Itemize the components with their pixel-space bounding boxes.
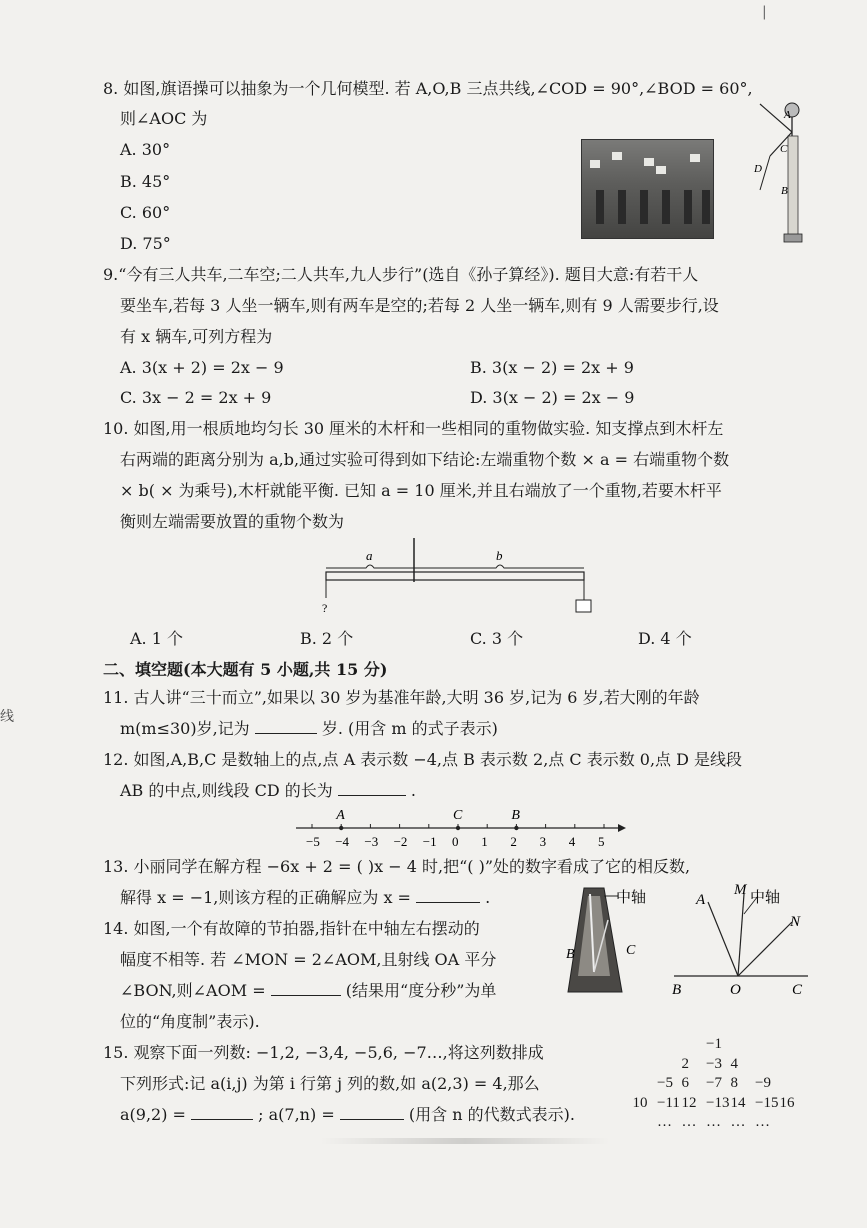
number-line-tick-label: −1 (422, 834, 437, 849)
q15-number-triangle (600, 1036, 810, 1136)
q10-label-unknown: ? (322, 601, 328, 615)
q13-stem-line1: 13. 小丽同学在解方程 −6x + 2 = ( )x − 4 时,把“( )”处的数字看成了它的相反数, (103, 857, 691, 876)
scan-bottom-shadow (320, 1138, 610, 1144)
q12-text-before-blank: AB 的中点,则线段 CD 的长为 (120, 781, 333, 800)
number-line-tick-label: −4 (335, 834, 350, 849)
number-line-tick-label: 2 (510, 834, 517, 849)
q10-stem-line3: × b( × 为乘号),木杆就能平衡. 已知 a = 10 厘米,并且右端放了一个重物,若要木杆平 (120, 481, 722, 500)
triangle-cell: … (706, 1114, 721, 1130)
q8-label-d: D (754, 163, 762, 175)
q8-option-a: A. 30° (120, 140, 171, 159)
q11-text-after-blank: 岁. (用含 m 的式子表示) (321, 719, 498, 738)
q12-answer-blank[interactable] (338, 777, 406, 796)
number-line-point-label: B (511, 808, 520, 823)
q10-option-d: D. 4 个 (638, 629, 692, 648)
triangle-cell: −9 (755, 1075, 771, 1091)
q15-answer-blank-1[interactable] (191, 1101, 253, 1120)
triangle-cell: 2 (681, 1055, 689, 1072)
q9-stem-line2: 要坐车,若每 3 人坐一辆车,则有两车是空的;若每 2 人坐一辆车,则有 9 人需要步行,设 (120, 296, 719, 315)
triangle-cell: 16 (779, 1094, 795, 1111)
triangle-cell: −15 (755, 1094, 779, 1111)
q11-text-before-blank: m(m≤30)岁,记为 (120, 719, 250, 738)
triangle-cell: … (730, 1114, 746, 1130)
q14-metronome-photo (560, 880, 660, 1000)
q15-a7n-label: ; a(7,n) = (258, 1105, 335, 1124)
q14-photo-label-b: B (566, 947, 575, 962)
margin-binding-char: 线 (0, 709, 14, 725)
q9-option-d: D. 3(x − 2) = 2x − 9 (470, 388, 635, 407)
q14-text-after-blank: (结果用“度分秒”为单 (345, 981, 497, 1000)
q14-label-c: C (792, 982, 803, 998)
section-2-heading: 二、填空题(本大题有 5 小题,共 15 分) (103, 660, 388, 679)
q12-number-line (292, 806, 628, 852)
q9-stem-line3: 有 x 辆车,可列方程为 (120, 327, 273, 346)
q9-option-b: B. 3(x − 2) = 2x + 9 (470, 358, 634, 377)
q14-angle-diagram (668, 880, 818, 998)
triangle-cell: 10 (632, 1094, 648, 1111)
q14-stem-line3 (120, 976, 496, 1006)
q11-answer-blank[interactable] (255, 715, 317, 734)
q14-stem-line4: 位的“角度制”表示). (120, 1012, 260, 1031)
triangle-cell: 14 (730, 1094, 746, 1111)
q13-stem-line2 (120, 883, 490, 913)
number-line-point (339, 826, 343, 830)
q9-option-c: C. 3x − 2 = 2x + 9 (120, 388, 272, 407)
q8-stem-line2: 则∠AOC 为 (120, 109, 208, 128)
q15-answer-blank-2[interactable] (340, 1101, 404, 1120)
number-line-tick-label: 0 (452, 834, 459, 849)
triangle-cell: 4 (730, 1055, 738, 1072)
q14-label-a: A (696, 892, 706, 908)
q10-lever-figure (316, 536, 596, 618)
q8-label-a: A (784, 109, 791, 121)
q11-stem-line1: 11. 古人讲“三十而立”,如果以 30 岁为基准年龄,大明 36 岁,记为 6 岁,若大刚的年龄 (103, 688, 700, 707)
q12-stem-line2 (120, 776, 416, 806)
triangle-cell: −11 (657, 1094, 680, 1111)
triangle-cell: … (755, 1114, 770, 1130)
q10-option-a: A. 1 个 (130, 629, 183, 648)
triangle-cell: 6 (681, 1075, 689, 1091)
number-line-tick-label: 3 (539, 834, 547, 849)
q10-option-c: C. 3 个 (470, 629, 524, 648)
q14-label-n: N (790, 914, 801, 930)
number-line-point-label: C (453, 808, 463, 823)
q14-label-b: B (672, 982, 682, 998)
number-line-tick-label: 1 (481, 834, 488, 849)
triangle-cell: −7 (706, 1075, 722, 1091)
q14-stem-line1: 14. 如图,一个有故障的节拍器,指针在中轴左右摆动的 (103, 919, 480, 938)
number-line-tick-label: −2 (393, 834, 408, 849)
q10-option-b: B. 2 个 (300, 629, 354, 648)
q14-stem-line2: 幅度不相等. 若 ∠MON = 2∠AOM,且射线 OA 平分 (120, 950, 497, 969)
q8-flag-drill-photo (581, 139, 714, 239)
number-line-tick-label: −5 (306, 834, 320, 849)
q14-photo-label-axis: 中轴 (616, 888, 647, 906)
q8-geometry-figure (740, 96, 810, 248)
q8-label-b: B (781, 185, 788, 197)
q10-stem-line2: 右两端的距离分别为 a,b,通过实验可得到如下结论:左端重物个数 × a = 右端重物个数 (120, 450, 730, 469)
triangle-cell: 8 (730, 1075, 738, 1091)
number-line-point-label: A (336, 808, 345, 823)
q10-stem-line1: 10. 如图,用一根质地均匀长 30 厘米的木杆和一些相同的重物做实验. 知支撑点到木杆左 (103, 419, 724, 438)
triangle-cell: 12 (681, 1094, 697, 1111)
q15-text-after-blank: (用含 n 的代数式表示). (408, 1105, 575, 1124)
q15-stem-line3 (120, 1100, 575, 1130)
q8-stem-line1: 8. 如图,旗语操可以抽象为一个几何模型. 若 A,O,B 三点共线,∠COD = 90°,∠BOD = 60°, (103, 79, 753, 98)
number-line-point (456, 826, 460, 830)
page-header-mark: | (762, 4, 767, 20)
q9-option-a: A. 3(x + 2) = 2x − 9 (120, 358, 284, 377)
q13-text-after-blank: . (485, 888, 491, 907)
q10-label-b: b (496, 548, 503, 563)
q8-label-c: C (780, 143, 788, 155)
triangle-cell: −13 (706, 1094, 730, 1111)
triangle-cell: … (657, 1114, 672, 1130)
q14-label-m: M (734, 882, 747, 898)
q15-a92-label: a(9,2) = (120, 1105, 186, 1124)
q14-text-before-blank: ∠BON,则∠AOM = (120, 981, 266, 1000)
q14-photo-label-c: C (626, 943, 636, 958)
q12-text-after-blank: . (410, 781, 417, 800)
q15-stem-line1: 15. 观察下面一列数: −1,2, −3,4, −5,6, −7…,将这列数排成 (103, 1043, 544, 1062)
q8-option-c: C. 60° (120, 203, 171, 222)
number-line-tick-label: −3 (364, 834, 379, 849)
triangle-cell: −5 (657, 1075, 673, 1091)
q14-answer-blank[interactable] (271, 977, 341, 996)
number-line-tick-label: 4 (568, 834, 576, 849)
number-line-tick-label: 5 (598, 834, 605, 849)
q8-option-d: D. 75° (120, 234, 171, 253)
q11-stem-line2 (120, 714, 498, 744)
q14-label-o: O (730, 982, 741, 998)
q13-answer-blank[interactable] (416, 884, 480, 903)
triangle-cell: −1 (706, 1036, 722, 1052)
q10-stem-line4: 衡则左端需要放置的重物个数为 (120, 512, 345, 531)
q14-label-axis: 中轴 (750, 888, 781, 906)
q8-option-b: B. 45° (120, 172, 171, 191)
q9-stem-line1: 9.“今有三人共车,二车空;二人共车,九人步行”(选自《孙子算经》). 题目大意:有若干人 (103, 265, 699, 284)
q13-text-before-blank: 解得 x = −1,则该方程的正确解应为 x = (120, 888, 411, 907)
q15-stem-line2: 下列形式:记 a(i,j) 为第 i 行第 j 列的数,如 a(2,3) = 4,那么 (120, 1074, 540, 1093)
q12-stem-line1: 12. 如图,A,B,C 是数轴上的点,点 A 表示数 −4,点 B 表示数 2,点 C 表示数 0,点 D 是线段 (103, 750, 743, 769)
number-line-point (514, 826, 518, 830)
triangle-cell: … (681, 1114, 697, 1130)
q10-label-a: a (366, 548, 373, 563)
triangle-cell: −3 (706, 1055, 722, 1072)
